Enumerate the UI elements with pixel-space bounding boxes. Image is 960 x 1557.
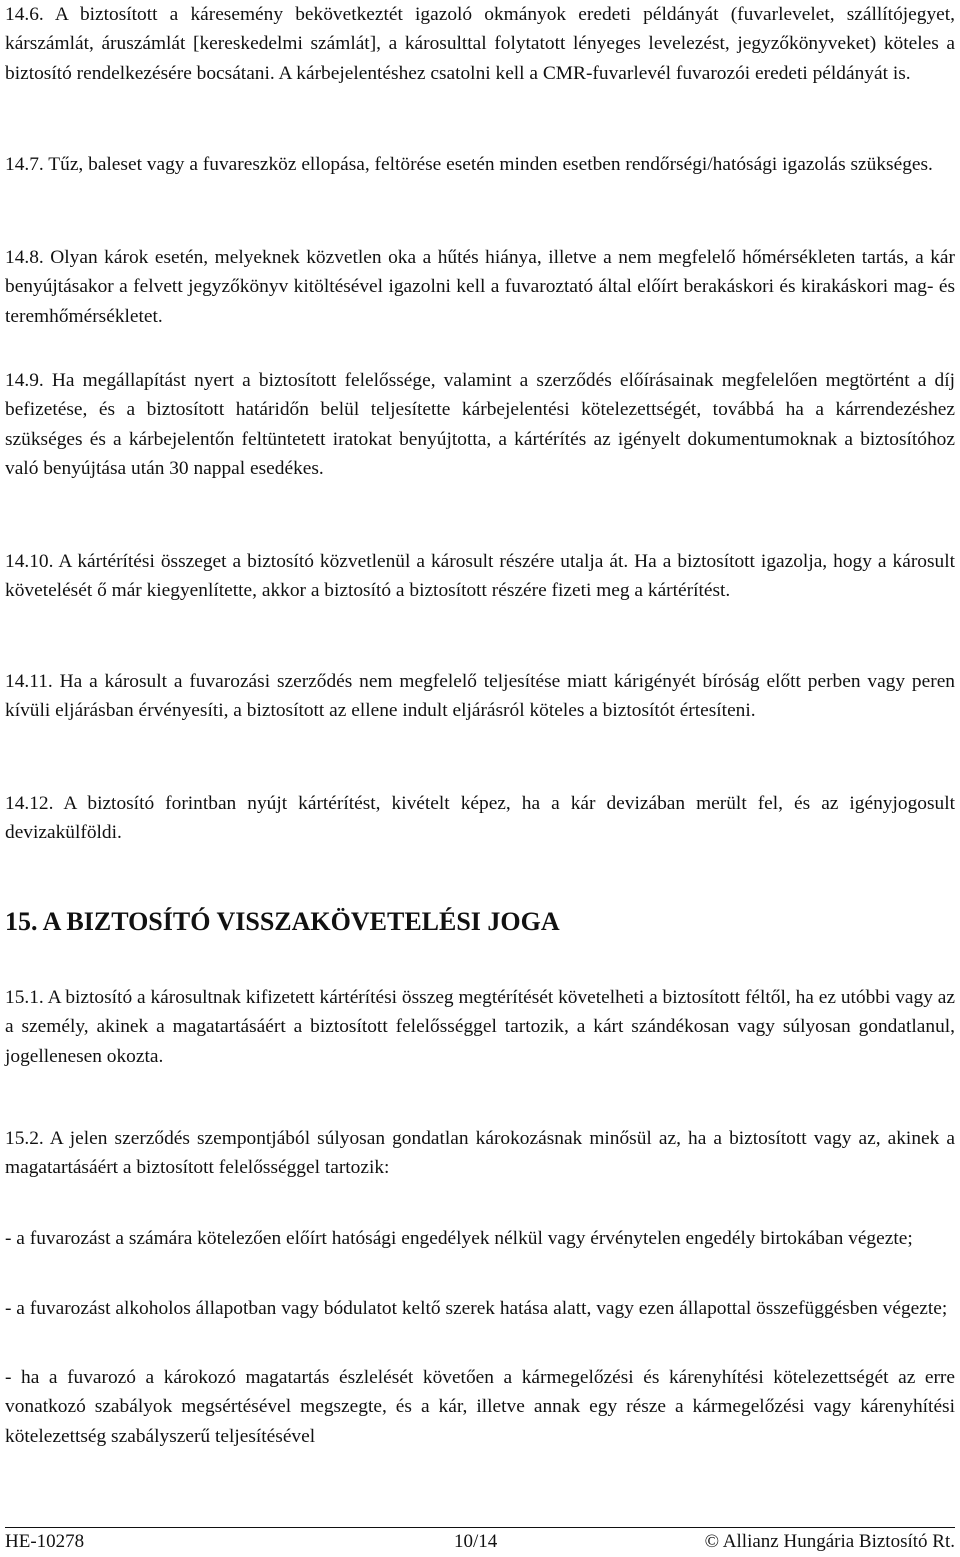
paragraph-14-8: 14.8. Olyan károk esetén, melyeknek közvetlen oka a hűtés hiánya, illetve a nem megfelelő hőmérsékleten tartás, a kár benyújtásakor a felvett jegyzőkönyv kitöltésével igazolni kell a fuvaroztató által előírt berakáskori és kirakáskori mag- és teremhőmérsékletet. (5, 247, 955, 327)
bullet-item-1: - a fuvarozást a számára kötelezően előírt hatósági engedélyek nélkül vagy érvénytelen engedély birtokában végezte; (5, 1228, 913, 1249)
paragraph-14-6: 14.6. A biztosított a káresemény bekövetkeztét igazoló okmányok eredeti példányát (fuvarlevelet, szállítójegyet, kárszámlát, áruszámlát [kereskedelmi számlát], a károsulttal folytatott lényeges levelezést, jegyzőkönyveket) köteles a biztosító rendelkezésére bocsátani. A kárbejelentéshez csatolni kell a CMR-fuvarlevél fuvarozói eredeti példányát is. (5, 4, 955, 84)
paragraph-15-2: 15.2. A jelen szerződés szempontjából súlyosan gondatlan károkozásnak minősül az, ha a biztosított vagy az, akinek a magatartásáért a biztosított felelősséggel tartozik: (5, 1128, 955, 1179)
paragraph-14-7: 14.7. Tűz, baleset vagy a fuvareszköz ellopása, feltörése esetén minden esetben rendőrségi/hatósági igazolás szükséges. (5, 154, 933, 175)
paragraph-14-11: 14.11. Ha a károsult a fuvarozási szerződés nem megfelelő teljesítése miatt kárigényét bíróság előtt perben vagy peren kívüli eljárásban érvényesíti, a biztosított az ellene indult eljárásról köteles a biztosítót értesíteni. (5, 671, 955, 722)
footer-document-id: HE-10278 (5, 1531, 85, 1552)
page-footer (5, 1527, 955, 1556)
paragraph-14-12: 14.12. A biztosító forintban nyújt kártérítést, kivételt képez, ha a kár devizában merült fel, és az igényjogosult devizakülföldi. (5, 793, 955, 844)
bullet-item-2: - a fuvarozást alkoholos állapotban vagy bódulatot keltő szerek hatása alatt, vagy ezen állapottal összefüggésben végezte; (5, 1298, 948, 1319)
footer-page-number: 10/14 (454, 1531, 498, 1552)
section-15-heading: 15. A BIZTOSÍTÓ VISSZAKÖVETELÉSI JOGA (5, 907, 560, 936)
paragraph-15-1: 15.1. A biztosító a károsultnak kifizetett kártérítési összeg megtérítését követelheti a biztosított féltől, ha ez utóbbi vagy az a személy, akinek a magatartásáért a biztosított felelősséggel tartozik, a kárt szándékosan vagy súlyosan gondatlanul, jogellenesen okozta. (5, 987, 955, 1067)
paragraph-14-10: 14.10. A kártérítési összeget a biztosító közvetlenül a károsult részére utalja át. Ha a biztosított igazolja, hogy a károsult követelését ő már kiegyenlítette, akkor a biztosító a biztosított részére fizeti meg a kártérítést. (5, 551, 955, 602)
paragraph-14-9: 14.9. Ha megállapítást nyert a biztosított felelőssége, valamint a szerződés előírásainak megfelelően megtörtént a díj befizetése, és a biztosított határidőn belül teljesítette kárbejelentési kötelezettségét, továbbá ha a kárrendezéshez szükséges és a kárbejelentőn feltüntetett iratokat benyújtotta, a kártérítés az igényelt dokumentumoknak a biztosítóhoz való benyújtása után 30 nappal esedékes. (5, 370, 955, 479)
footer-copyright: © Allianz Hungária Biztosító Rt. (704, 1531, 955, 1552)
bullet-item-3: - ha a fuvarozó a károkozó magatartás észlelését követően a kármegelőzési és kárenyhítési kötelezettségét az erre vonatkozó szabályok megsértésével megszegte, és a kár, illetve annak egy része a kármegelőzési vagy kárenyhítési kötelezettség szabályszerű teljesítésével (5, 1367, 955, 1447)
